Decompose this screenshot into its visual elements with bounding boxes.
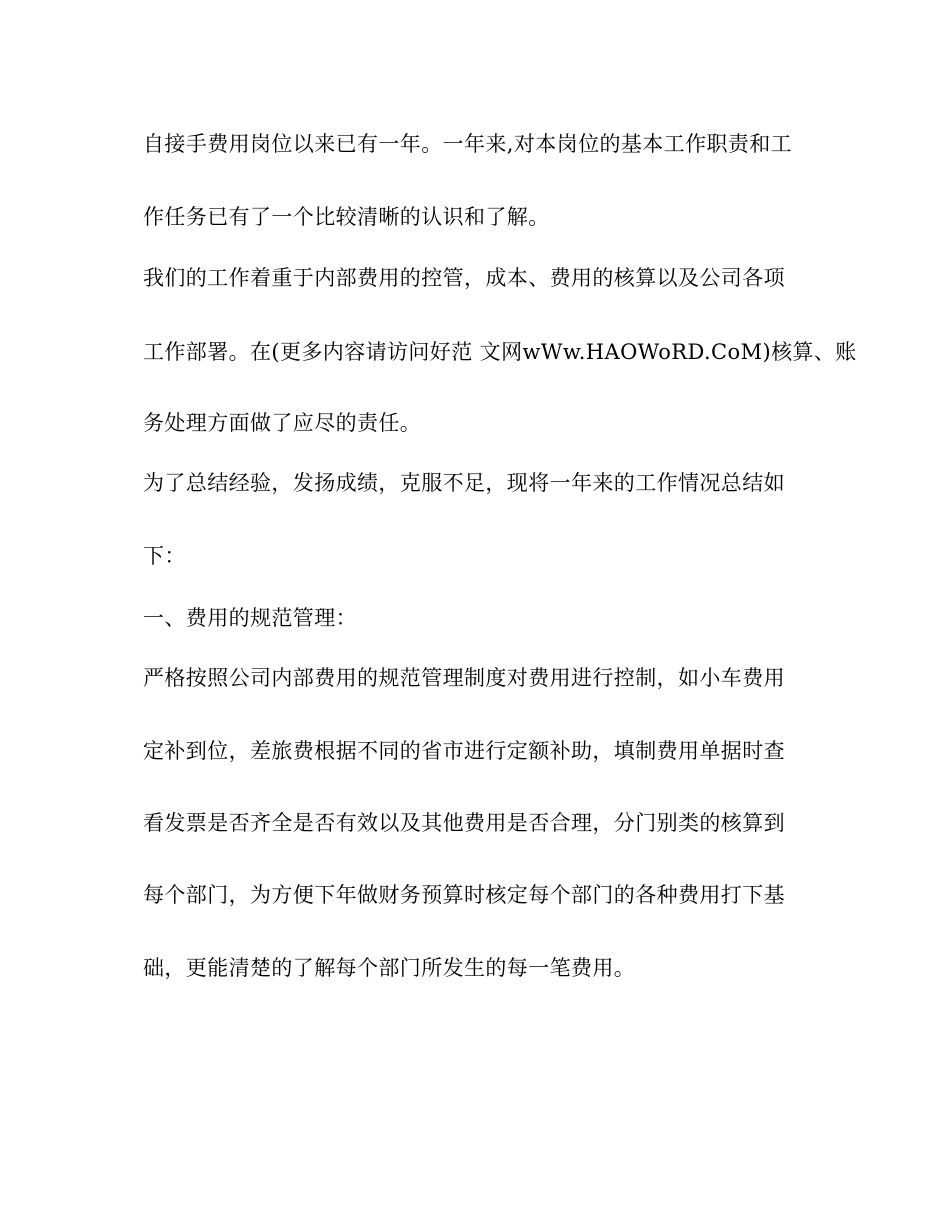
- paragraph-1-line-2: 作任务已有了一个比较清晰的认识和了解。: [143, 205, 550, 229]
- paragraph-1-line-1: 自接手费用岗位以来已有一年。一年来,对本岗位的基本工作职责和工: [143, 132, 793, 156]
- paragraph-3-line-2: 下：: [143, 544, 186, 568]
- paragraph-4-line-3: 看发票是否齐全是否有效以及其他费用是否合理，分门别类的核算到: [143, 811, 785, 835]
- paragraph-2-line-2: 工作部署。在(更多内容请访问好范 文网wWw.HAOWoRD.CoM)核算、账: [143, 340, 857, 364]
- paragraph-2-line-3: 务处理方面做了应尽的责任。: [143, 411, 422, 435]
- section-heading: 一、费用的规范管理：: [143, 606, 357, 630]
- paragraph-4-line-5: 础，更能清楚的了解每个部门所发生的每一笔费用。: [143, 956, 636, 980]
- paragraph-4-line-4: 每个部门，为方便下年做财务预算时核定每个部门的各种费用打下基: [143, 883, 785, 907]
- paragraph-3-line-1: 为了总结经验，发扬成绩，克服不足，现将一年来的工作情况总结如: [143, 471, 785, 495]
- paragraph-4-line-2: 定补到位，差旅费根据不同的省市进行定额补助，填制费用单据时查: [143, 739, 785, 763]
- paragraph-2-line-1: 我们的工作着重于内部费用的控管，成本、费用的核算以及公司各项: [143, 266, 785, 290]
- paragraph-4-line-1: 严格按照公司内部费用的规范管理制度对费用进行控制，如小车费用: [143, 666, 785, 690]
